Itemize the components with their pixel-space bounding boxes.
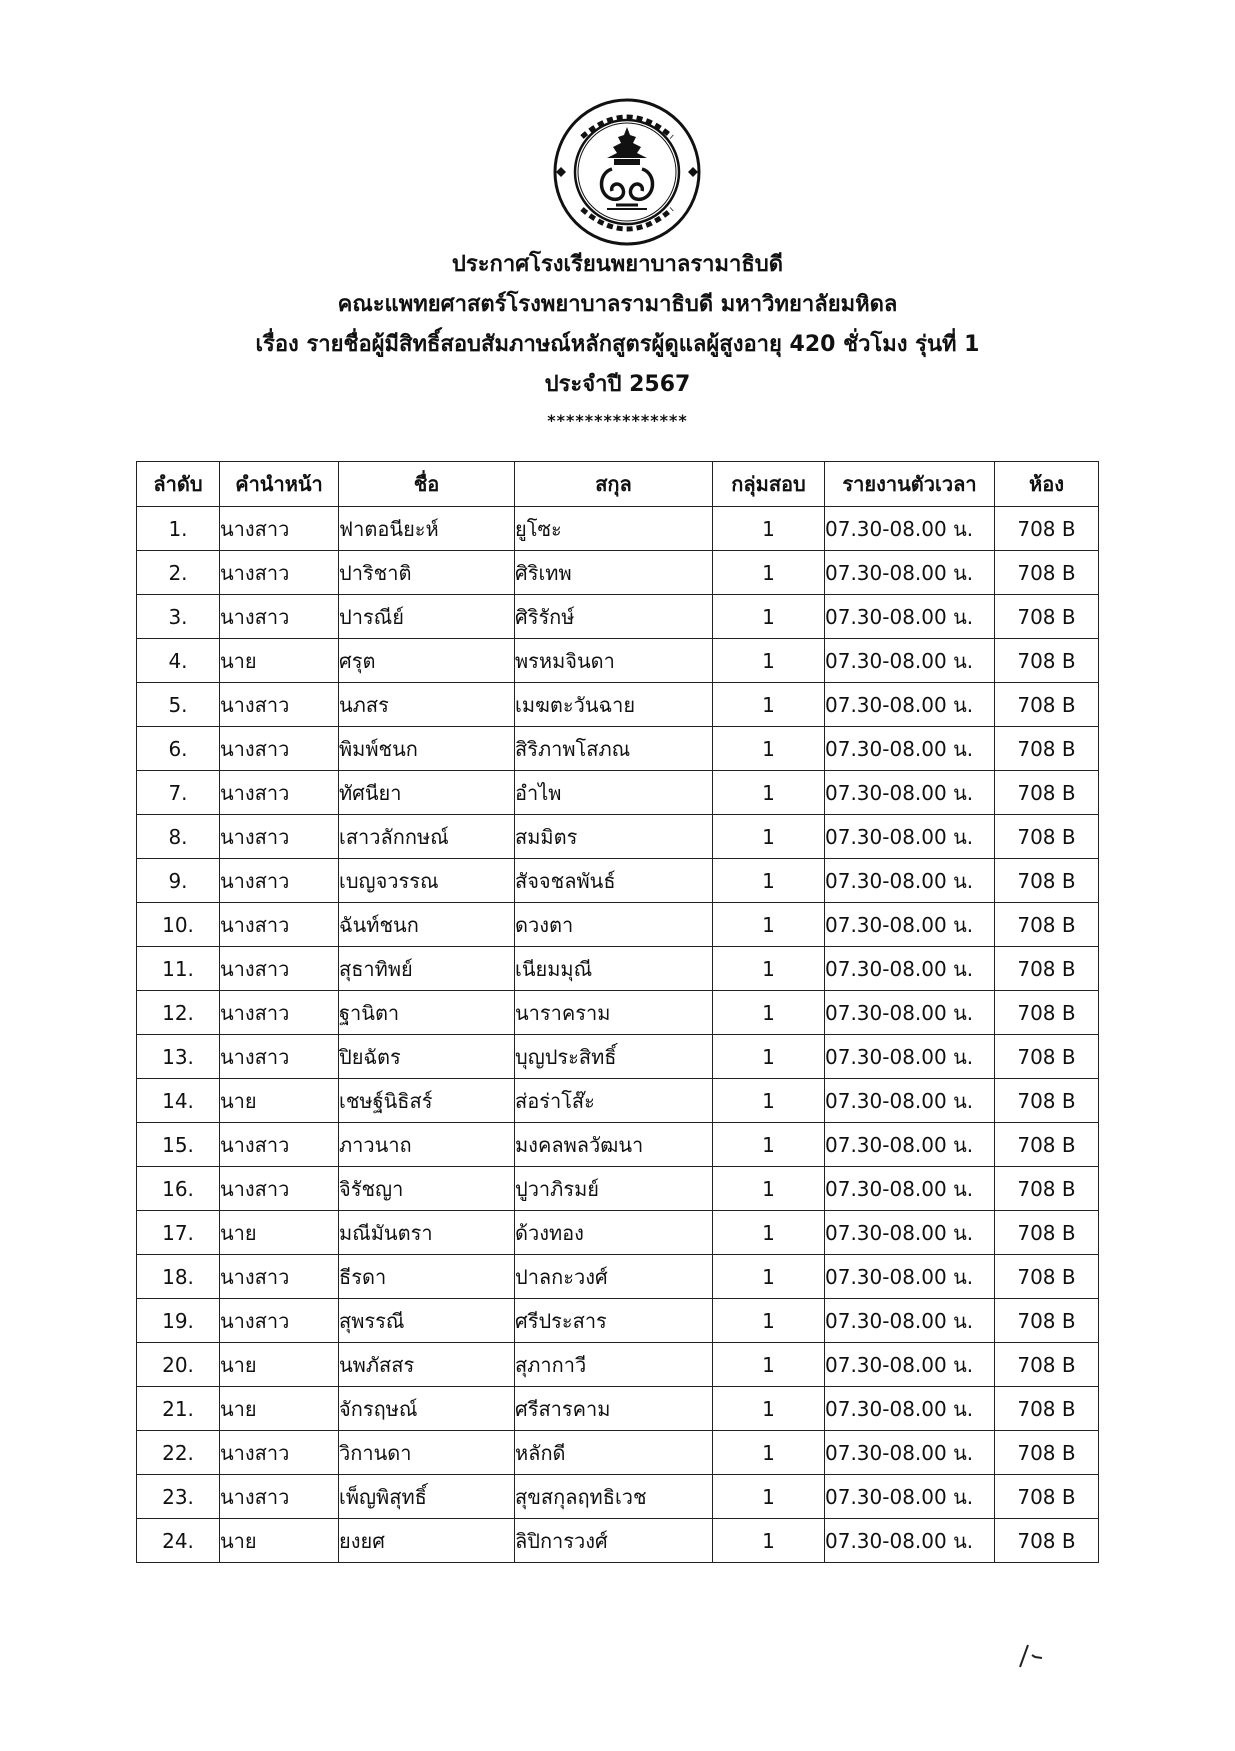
cell-exam-group: 1 — [713, 859, 825, 903]
cell-last-name: ปูวาภิรมย์ — [515, 1167, 713, 1211]
cell-first-name: วิกานดา — [339, 1431, 515, 1475]
cell-last-name: สุภากาวี — [515, 1343, 713, 1387]
cell-exam-group: 1 — [713, 727, 825, 771]
table-row — [137, 1475, 1099, 1519]
cell-last-name: สมมิตร — [515, 815, 713, 859]
column-header-exam-group: กลุ่มสอบ — [713, 462, 825, 507]
cell-report-time: 07.30-08.00 น. — [825, 859, 995, 903]
cell-report-time: 07.30-08.00 น. — [825, 683, 995, 727]
cell-number: 6. — [137, 727, 220, 771]
cell-room: 708 B — [995, 595, 1099, 639]
table-header-row — [137, 462, 1099, 507]
cell-first-name: เชษฐ์นิธิสร์ — [339, 1079, 515, 1123]
table-body — [137, 507, 1099, 1563]
cell-prefix: นางสาว — [220, 683, 339, 727]
cell-last-name: ปาลกะวงศ์ — [515, 1255, 713, 1299]
cell-number: 3. — [137, 595, 220, 639]
table-row — [137, 1123, 1099, 1167]
cell-exam-group: 1 — [713, 1431, 825, 1475]
table-row — [137, 595, 1099, 639]
cell-room: 708 B — [995, 859, 1099, 903]
cell-first-name: เบญจวรรณ — [339, 859, 515, 903]
cell-last-name: บุญประสิทธิ์ — [515, 1035, 713, 1079]
cell-prefix: นางสาว — [220, 771, 339, 815]
cell-exam-group: 1 — [713, 815, 825, 859]
cell-room: 708 B — [995, 1035, 1099, 1079]
cell-report-time: 07.30-08.00 น. — [825, 947, 995, 991]
cell-last-name: ส่อร่าโส๊ะ — [515, 1079, 713, 1123]
cell-number: 13. — [137, 1035, 220, 1079]
cell-first-name: จิรัชญา — [339, 1167, 515, 1211]
cell-number: 5. — [137, 683, 220, 727]
cell-prefix: นางสาว — [220, 507, 339, 551]
cell-exam-group: 1 — [713, 507, 825, 551]
cell-room: 708 B — [995, 1123, 1099, 1167]
cell-prefix: นางสาว — [220, 1167, 339, 1211]
cell-first-name: สุธาทิพย์ — [339, 947, 515, 991]
table-row — [137, 1431, 1099, 1475]
cell-room: 708 B — [995, 1475, 1099, 1519]
cell-exam-group: 1 — [713, 947, 825, 991]
cell-last-name: ศรีสารคาม — [515, 1387, 713, 1431]
cell-first-name: ปิยฉัตร — [339, 1035, 515, 1079]
cell-prefix: นางสาว — [220, 1431, 339, 1475]
cell-number: 11. — [137, 947, 220, 991]
cell-prefix: นาย — [220, 1211, 339, 1255]
cell-report-time: 07.30-08.00 น. — [825, 1211, 995, 1255]
table-row — [137, 1167, 1099, 1211]
cell-report-time: 07.30-08.00 น. — [825, 991, 995, 1035]
cell-report-time: 07.30-08.00 น. — [825, 903, 995, 947]
cell-prefix: นางสาว — [220, 903, 339, 947]
announcement-title-line2: คณะแพทยศาสตร์โรงพยาบาลรามาธิบดี มหาวิทยาลัยมหิดล — [337, 292, 898, 317]
cell-number: 7. — [137, 771, 220, 815]
cell-first-name: สุพรรณี — [339, 1299, 515, 1343]
cell-prefix: นางสาว — [220, 947, 339, 991]
cell-prefix: นางสาว — [220, 1123, 339, 1167]
table-row — [137, 1343, 1099, 1387]
cell-number: 14. — [137, 1079, 220, 1123]
cell-report-time: 07.30-08.00 น. — [825, 507, 995, 551]
cell-number: 17. — [137, 1211, 220, 1255]
cell-first-name: ยงยศ — [339, 1519, 515, 1563]
cell-prefix: นาย — [220, 1519, 339, 1563]
cell-exam-group: 1 — [713, 595, 825, 639]
cell-prefix: นางสาว — [220, 1475, 339, 1519]
column-header-room: ห้อง — [995, 462, 1099, 507]
cell-room: 708 B — [995, 1255, 1099, 1299]
cell-first-name: ฟาตอนียะห์ — [339, 507, 515, 551]
cell-last-name: ศิริรักษ์ — [515, 595, 713, 639]
cell-prefix: นาย — [220, 1343, 339, 1387]
cell-exam-group: 1 — [713, 1167, 825, 1211]
cell-number: 20. — [137, 1343, 220, 1387]
announcement-header — [0, 245, 1235, 430]
table-row — [137, 683, 1099, 727]
table-row — [137, 947, 1099, 991]
cell-number: 23. — [137, 1475, 220, 1519]
table-row — [137, 551, 1099, 595]
university-seal-logo — [552, 97, 702, 247]
cell-exam-group: 1 — [713, 1475, 825, 1519]
cell-last-name: เมฆตะวันฉาย — [515, 683, 713, 727]
cell-exam-group: 1 — [713, 1519, 825, 1563]
cell-last-name: สิริภาพโสภณ — [515, 727, 713, 771]
cell-report-time: 07.30-08.00 น. — [825, 551, 995, 595]
cell-number: 4. — [137, 639, 220, 683]
cell-first-name: ทัศนียา — [339, 771, 515, 815]
cell-last-name: ด้วงทอง — [515, 1211, 713, 1255]
cell-first-name: เสาวลักกษณ์ — [339, 815, 515, 859]
cell-room: 708 B — [995, 551, 1099, 595]
cell-number: 15. — [137, 1123, 220, 1167]
cell-first-name: เพ็ญพิสุทธิ์ — [339, 1475, 515, 1519]
table-row — [137, 1211, 1099, 1255]
cell-number: 8. — [137, 815, 220, 859]
cell-last-name: สัจจชลพันธ์ — [515, 859, 713, 903]
cell-prefix: นาย — [220, 1079, 339, 1123]
cell-room: 708 B — [995, 1343, 1099, 1387]
cell-exam-group: 1 — [713, 771, 825, 815]
cell-number: 2. — [137, 551, 220, 595]
cell-room: 708 B — [995, 903, 1099, 947]
cell-room: 708 B — [995, 991, 1099, 1035]
cell-last-name: ศิริเทพ — [515, 551, 713, 595]
cell-exam-group: 1 — [713, 1387, 825, 1431]
cell-first-name: ปาริชาติ — [339, 551, 515, 595]
cell-exam-group: 1 — [713, 683, 825, 727]
cell-prefix: นางสาว — [220, 1255, 339, 1299]
cell-prefix: นาย — [220, 639, 339, 683]
cell-room: 708 B — [995, 1387, 1099, 1431]
cell-room: 708 B — [995, 639, 1099, 683]
cell-number: 16. — [137, 1167, 220, 1211]
cell-exam-group: 1 — [713, 1079, 825, 1123]
cell-first-name: ธีรดา — [339, 1255, 515, 1299]
cell-report-time: 07.30-08.00 น. — [825, 771, 995, 815]
cell-report-time: 07.30-08.00 น. — [825, 1299, 995, 1343]
cell-first-name: จักรฤษณ์ — [339, 1387, 515, 1431]
cell-prefix: นางสาว — [220, 815, 339, 859]
announcement-subject: เรื่อง รายชื่อผู้มีสิทธิ์สอบสัมภาษณ์หลักสูตรผู้ดูแลผู้สูงอายุ 420 ชั่วโมง รุ่นที่ 1 — [255, 332, 980, 357]
cell-last-name: มงคลพลวัฒนา — [515, 1123, 713, 1167]
cell-room: 708 B — [995, 771, 1099, 815]
table-row — [137, 859, 1099, 903]
cell-report-time: 07.30-08.00 น. — [825, 595, 995, 639]
cell-first-name: พิมพ์ชนก — [339, 727, 515, 771]
cell-room: 708 B — [995, 1431, 1099, 1475]
cell-last-name: อำไพ — [515, 771, 713, 815]
announcement-year: ประจำปี 2567 — [544, 372, 691, 397]
cell-number: 12. — [137, 991, 220, 1035]
cell-report-time: 07.30-08.00 น. — [825, 1475, 995, 1519]
cell-first-name: ฉันท์ชนก — [339, 903, 515, 947]
cell-number: 21. — [137, 1387, 220, 1431]
cell-exam-group: 1 — [713, 1343, 825, 1387]
cell-last-name: พรหมจินดา — [515, 639, 713, 683]
cell-last-name: ลิปิการวงศ์ — [515, 1519, 713, 1563]
column-header-prefix: คำนำหน้า — [220, 462, 339, 507]
separator-stars: *************** — [547, 411, 688, 430]
cell-report-time: 07.30-08.00 น. — [825, 1343, 995, 1387]
cell-last-name: หลักดี — [515, 1431, 713, 1475]
cell-report-time: 07.30-08.00 น. — [825, 639, 995, 683]
cell-first-name: ปารณีย์ — [339, 595, 515, 639]
table-row — [137, 903, 1099, 947]
table-row — [137, 1387, 1099, 1431]
table-row — [137, 507, 1099, 551]
cell-exam-group: 1 — [713, 551, 825, 595]
cell-room: 708 B — [995, 1519, 1099, 1563]
announcement-title-line1: ประกาศโรงเรียนพยาบาลรามาธิบดี — [451, 252, 784, 277]
cell-report-time: 07.30-08.00 น. — [825, 1431, 995, 1475]
cell-exam-group: 1 — [713, 1123, 825, 1167]
cell-room: 708 B — [995, 1211, 1099, 1255]
column-header-report-time: รายงานตัวเวลา — [825, 462, 995, 507]
cell-prefix: นางสาว — [220, 727, 339, 771]
cell-prefix: นางสาว — [220, 1035, 339, 1079]
cell-report-time: 07.30-08.00 น. — [825, 1519, 995, 1563]
cell-number: 1. — [137, 507, 220, 551]
cell-number: 19. — [137, 1299, 220, 1343]
cell-room: 708 B — [995, 815, 1099, 859]
cell-exam-group: 1 — [713, 1255, 825, 1299]
cell-last-name: ยูโซะ — [515, 507, 713, 551]
cell-prefix: นางสาว — [220, 1299, 339, 1343]
cell-report-time: 07.30-08.00 น. — [825, 1167, 995, 1211]
table-row — [137, 1255, 1099, 1299]
table-row — [137, 1519, 1099, 1563]
cell-report-time: 07.30-08.00 น. — [825, 1255, 995, 1299]
cell-number: 10. — [137, 903, 220, 947]
cell-room: 708 B — [995, 947, 1099, 991]
cell-first-name: มณีมันตรา — [339, 1211, 515, 1255]
cell-room: 708 B — [995, 683, 1099, 727]
cell-room: 708 B — [995, 1079, 1099, 1123]
table-row — [137, 727, 1099, 771]
column-header-number: ลำดับ — [137, 462, 220, 507]
table-row — [137, 1035, 1099, 1079]
cell-last-name: ดวงตา — [515, 903, 713, 947]
cell-first-name: ภาวนาถ — [339, 1123, 515, 1167]
cell-first-name: นภสร — [339, 683, 515, 727]
cell-exam-group: 1 — [713, 639, 825, 683]
cell-room: 708 B — [995, 507, 1099, 551]
cell-report-time: 07.30-08.00 น. — [825, 1123, 995, 1167]
cell-exam-group: 1 — [713, 1211, 825, 1255]
candidate-table — [136, 461, 1099, 1563]
cell-report-time: 07.30-08.00 น. — [825, 1387, 995, 1431]
cell-room: 708 B — [995, 1167, 1099, 1211]
cell-first-name: ศรุต — [339, 639, 515, 683]
cell-prefix: นางสาว — [220, 991, 339, 1035]
cell-number: 9. — [137, 859, 220, 903]
table-row — [137, 639, 1099, 683]
cell-report-time: 07.30-08.00 น. — [825, 727, 995, 771]
cell-prefix: นางสาว — [220, 595, 339, 639]
cell-last-name: เนียมมุณี — [515, 947, 713, 991]
handwritten-mark — [1012, 1641, 1052, 1671]
table-row — [137, 771, 1099, 815]
cell-report-time: 07.30-08.00 น. — [825, 1079, 995, 1123]
cell-room: 708 B — [995, 727, 1099, 771]
cell-report-time: 07.30-08.00 น. — [825, 815, 995, 859]
cell-exam-group: 1 — [713, 903, 825, 947]
cell-report-time: 07.30-08.00 น. — [825, 1035, 995, 1079]
cell-exam-group: 1 — [713, 1035, 825, 1079]
cell-number: 18. — [137, 1255, 220, 1299]
table-row — [137, 815, 1099, 859]
cell-last-name: ศรีประสาร — [515, 1299, 713, 1343]
cell-number: 24. — [137, 1519, 220, 1563]
cell-last-name: นาราคราม — [515, 991, 713, 1035]
cell-prefix: นางสาว — [220, 859, 339, 903]
table-row — [137, 1299, 1099, 1343]
cell-last-name: สุขสกุลฤทธิเวช — [515, 1475, 713, 1519]
cell-exam-group: 1 — [713, 991, 825, 1035]
cell-first-name: ฐานิตา — [339, 991, 515, 1035]
cell-prefix: นาย — [220, 1387, 339, 1431]
cell-first-name: นพภัสสร — [339, 1343, 515, 1387]
column-header-first-name: ชื่อ — [339, 462, 515, 507]
table-row — [137, 991, 1099, 1035]
table-row — [137, 1079, 1099, 1123]
column-header-last-name: สกุล — [515, 462, 713, 507]
cell-exam-group: 1 — [713, 1299, 825, 1343]
cell-room: 708 B — [995, 1299, 1099, 1343]
cell-number: 22. — [137, 1431, 220, 1475]
cell-prefix: นางสาว — [220, 551, 339, 595]
